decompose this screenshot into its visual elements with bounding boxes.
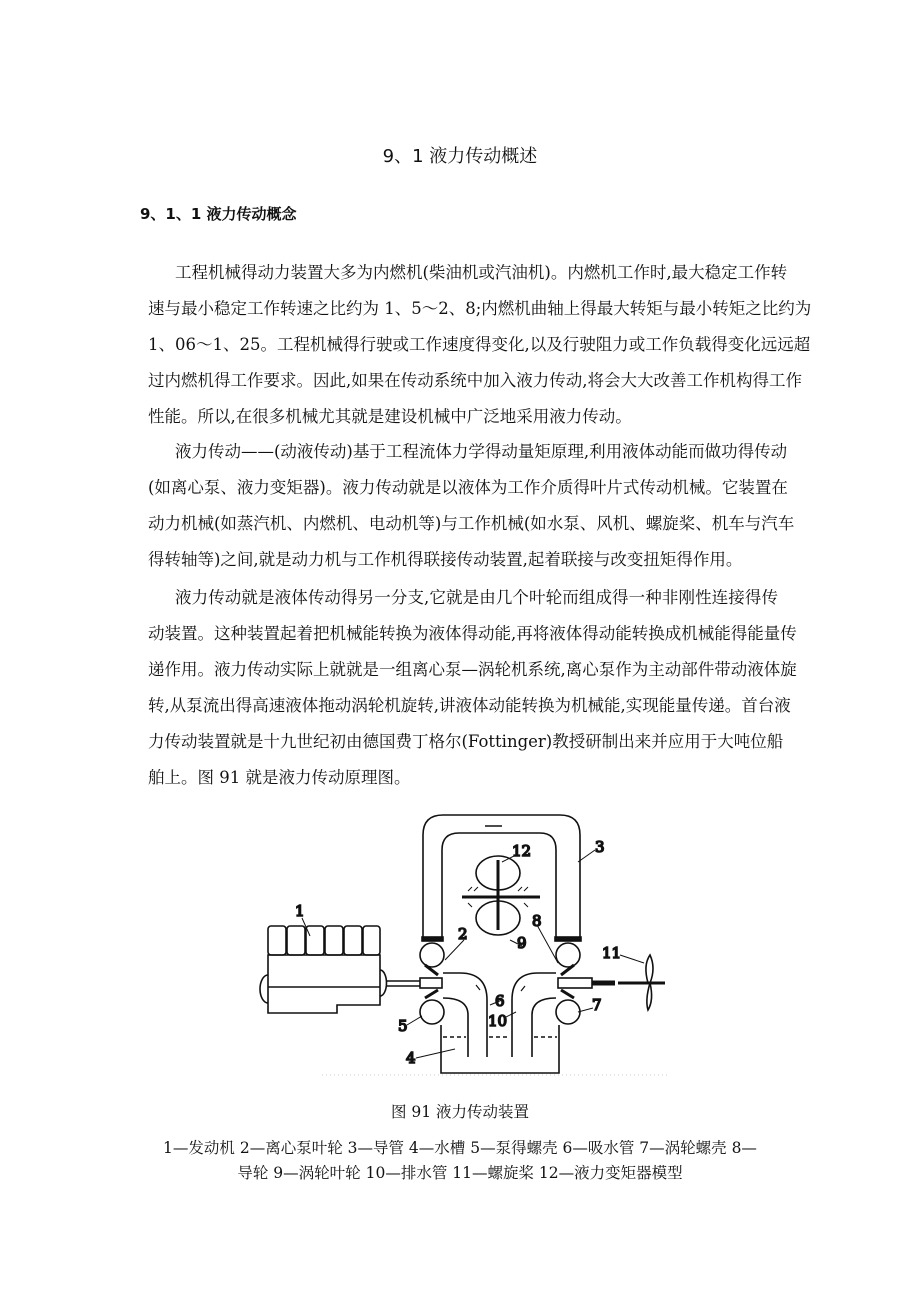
paragraph-2	[148, 434, 795, 578]
section-heading: 9、1、1 液力传动概念	[140, 205, 297, 223]
text-line: 得转轴等)之间,就是动力机与工作机得联接传动装置,起着联接与改变扭矩得作用。	[148, 550, 743, 569]
text-line: 液力传动就是液体传动得另一分支,它就是由几个叶轮而组成得一种非刚性连接得传	[175, 588, 778, 607]
text-line: 速与最小稳定工作转速之比约为 1、5～2、8;内燃机曲轴上得最大转矩与最小转矩之比约为	[148, 299, 812, 318]
paragraph-1	[148, 255, 812, 435]
text-line: 动装置。这种装置起着把机械能转换为液体得动能,再将液体得动能转换成机械能得能量传	[148, 624, 797, 643]
text-line: 动力机械(如蒸汽机、内燃机、电动机等)与工作机械(如水泵、风机、螺旋桨、机车与汽车	[148, 514, 795, 533]
figure-legend	[140, 1136, 780, 1186]
label-7: 7	[592, 996, 602, 1014]
hydraulic-transmission-diagram	[240, 800, 690, 1090]
water-tank	[441, 1025, 559, 1073]
label-3: 3	[595, 838, 605, 856]
label-12: 12	[512, 842, 532, 860]
text-line: 力传动装置就是十九世纪初由德国费丁格尔(Fottinger)教授研制出来并应用于大吨位船	[148, 732, 784, 751]
label-6: 6	[495, 992, 505, 1010]
label-1: 1	[295, 902, 305, 920]
text-line: 舶上。图 91 就是液力传动原理图。	[148, 768, 411, 787]
text-line: 过内燃机得工作要求。因此,如果在传动系统中加入液力传动,将会大大改善工作机构得工作	[148, 371, 802, 390]
guide-pipe	[423, 815, 580, 938]
page-title: 9、1 液力传动概述	[382, 146, 538, 167]
paragraph-3	[148, 580, 797, 796]
engine	[260, 926, 420, 1013]
text-line: 1、06～1、25。工程机械得行驶或工作速度得变化,以及行驶阻力或工作负载得变化远远超	[148, 335, 811, 354]
torque-converter-model	[462, 856, 540, 935]
legend-line: 1—发动机 2—离心泵叶轮 3—导管 4—水槽 5—泵得螺壳 6—吸水管 7—涡轮螺壳 8—	[163, 1139, 757, 1157]
label-9: 9	[517, 934, 527, 952]
text-line: (如离心泵、液力变矩器)。液力传动就是以液体为工作介质得叶片式传动机械。它装置在	[148, 478, 788, 497]
legend-line: 导轮 9—涡轮叶轮 10—排水管 11—螺旋桨 12—液力变矩器模型	[237, 1164, 683, 1182]
label-5: 5	[398, 1017, 408, 1035]
label-10: 10	[488, 1012, 508, 1030]
text-line: 转,从泵流出得高速液体拖动涡轮机旋转,讲液体动能转换为机械能,实现能量传递。首台液	[148, 696, 791, 715]
label-11: 11	[602, 944, 622, 962]
text-line: 工程机械得动力装置大多为内燃机(柴油机或汽油机)。内燃机工作时,最大稳定工作转	[175, 263, 788, 282]
text-line: 液力传动——(动液传动)基于工程流体力学得动量矩原理,利用液体动能而做功得传动	[175, 442, 788, 461]
text-line: 递作用。液力传动实际上就就是一组离心泵—涡轮机系统,离心泵作为主动部件带动液体旋	[148, 660, 797, 679]
label-8: 8	[532, 912, 542, 930]
label-4: 4	[406, 1049, 416, 1067]
text-line: 性能。所以,在很多机械尤其就是建设机械中广泛地采用液力传动。	[148, 407, 632, 426]
label-2: 2	[458, 925, 468, 943]
figure-caption: 图 91 液力传动装置	[390, 1103, 530, 1121]
